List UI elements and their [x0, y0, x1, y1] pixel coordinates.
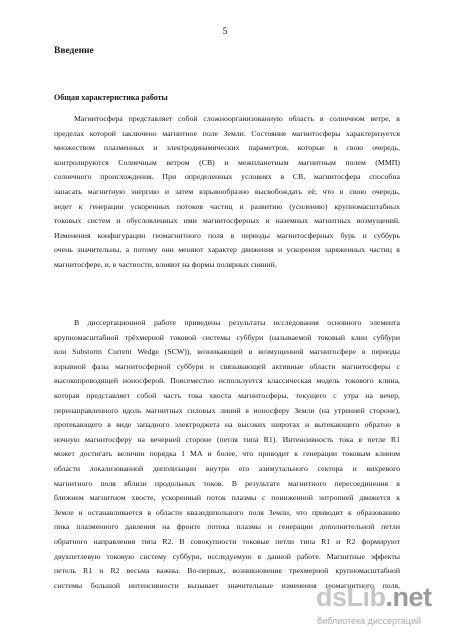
- watermark-subtitle: библиотека диссертаций: [317, 616, 422, 626]
- text-line: может достигать величин порядка 1 МА и более, что приводит к генерации токовым клином: [54, 449, 400, 459]
- subsection-title: Общая характеристика работы: [54, 93, 168, 102]
- text-line: взрывной фазы магнитосферной суббури и связывающей активные области магнитосферы с: [54, 361, 400, 371]
- watermark-logo-part2: .net: [385, 582, 432, 612]
- text-line: пика плазменного давления на фронте потока плазмы и генерации дополнительной петли: [54, 522, 400, 532]
- page-number: 5: [222, 27, 228, 37]
- text-line: области локализованной диполизации внутри его азимутального сектора и вихревого: [54, 463, 400, 473]
- text-line: обратного направления типа R2. В совокупности токовые петли типа R1 и R2 формируют: [54, 536, 400, 546]
- dslib-watermark: [316, 582, 450, 632]
- section-title: Введение: [54, 46, 94, 56]
- text-line: пределах которой заключено магнитное поле Земли. Состояние магнитосферы характеризуется: [54, 128, 400, 138]
- text-line: петель R1 и R2 весьма важны. Во-первых, возникновение трехмерной крупномасштабной: [54, 566, 400, 576]
- paragraph-2: [54, 316, 400, 593]
- text-line: магнитосфере, и, в частности, влияют на формы полярных сияний.: [54, 259, 277, 269]
- text-line: множеством плазменных и электродинамических параметров, которые в свою очередь,: [54, 143, 400, 153]
- text-line: ближнем магнитном хвосте, ускоренный поток плазмы с пониженной энтропией движется к: [54, 493, 400, 503]
- text-line: ведет к генерации ускоренных потоков частиц и развитию (усилению) крупномасштабных: [54, 201, 400, 211]
- text-line: Земле и останавливается в области квазидипольного поля Земли, что приводит к образованию: [54, 507, 400, 517]
- watermark-logo: [316, 582, 432, 613]
- watermark-logo-part1: dsLib: [316, 582, 386, 612]
- text-line: контролируются Солнечным ветром (СВ) и межпланетным магнитным полем (ММП): [54, 157, 400, 167]
- text-line: Магнитосфера представляет собой сложноорганизованную область в солнечном ветре, в: [74, 114, 400, 123]
- text-line: ночную магнитосферу на вечерней стороне (петля типа R1). Интенсивность тока в петле R1: [54, 434, 400, 444]
- text-line: солнечного происхождения. При определенных условиях в СВ, магнитосфера способна: [54, 172, 400, 182]
- text-line: запасать магнитную энергию и затем взрывообразно высвобождать её, что в свою очередь,: [54, 186, 400, 196]
- text-line: Изменения конфигурации геомагнитного поля в периоды магнитосферных бурь и суббурь: [54, 230, 400, 240]
- text-line: или Substorm Current Wedge (SCW)), возникающей в возмущенной магнитосфере в периоды: [54, 347, 400, 357]
- text-line: двухпетлевую токовую систему суббури, исследуемую в данной работе. Магнитные эффекты: [54, 551, 400, 561]
- text-line: магнитного поля вблизи продольных токов. В результате магнитного пересоединения в: [54, 478, 400, 488]
- text-line: В диссертационной работе приведены результаты исследования основного элемента: [74, 318, 400, 327]
- paragraph-1: [54, 112, 400, 273]
- text-line: высокопроводящей ионосферой. Повсеместно используется классическая модель токового клина,: [54, 376, 400, 386]
- text-line: перенаправленного вдоль магнитных силовых линий в ионосферу Земли (на утренней стороне),: [54, 405, 400, 415]
- text-line: протекающего в виде западного электроджета на высоких широтах и вытекающего обратно в: [54, 420, 400, 430]
- text-line: крупномасштабной трёхмерной токовой системы суббури (называемой токовый клин суббури: [54, 332, 400, 342]
- text-line: системы большой интенсивности вызывает значительные изменения геомагнитного поля,: [54, 580, 400, 590]
- text-line: очень значительны, а потому они меняют характер движения и ускорения заряженных частиц в: [54, 245, 400, 255]
- text-line: токовых систем и обусловленных ими магнитосферных и наземных магнитных возмущений.: [54, 216, 400, 226]
- text-line: которая представляет собой часть тока хвоста магнитосферы, текущего с утра на вечер,: [54, 390, 400, 400]
